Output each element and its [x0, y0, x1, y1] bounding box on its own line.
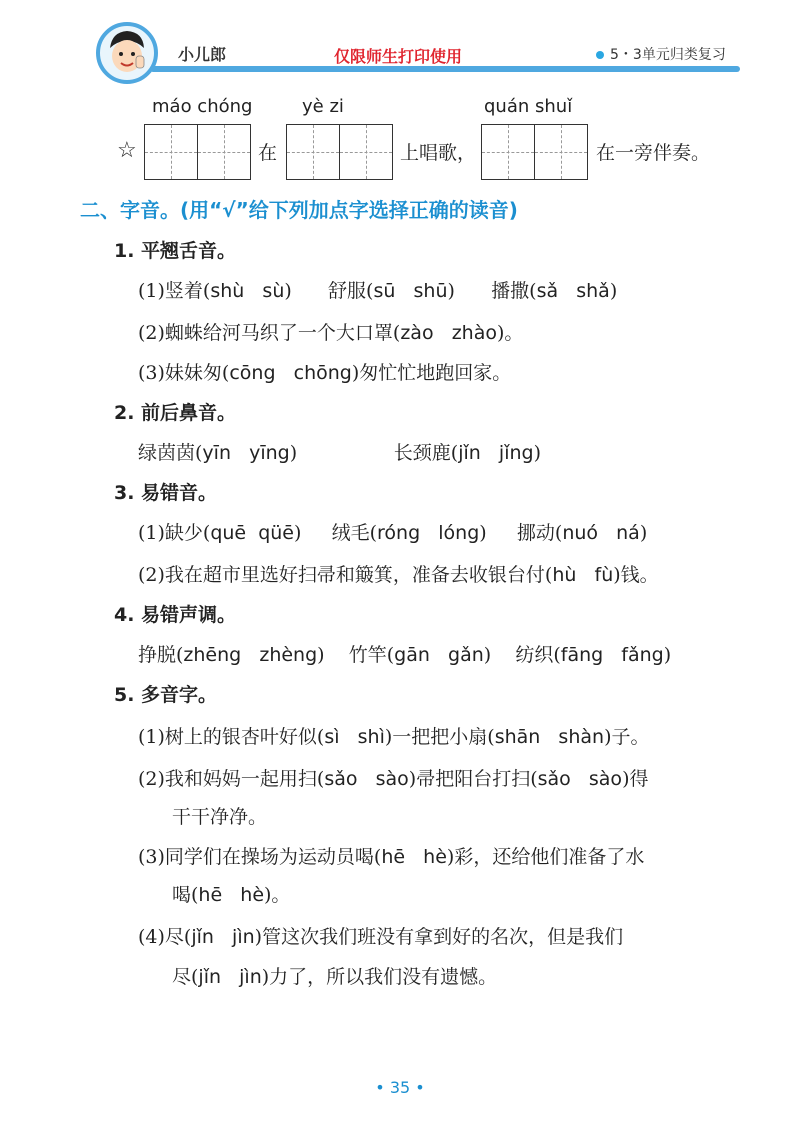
- part-3-title: 3. 易错音。: [114, 482, 218, 504]
- reading-options: yīn yīng: [202, 442, 290, 464]
- reading-options: gān gǎn: [394, 644, 484, 666]
- answer-grid-1[interactable]: [144, 124, 251, 180]
- part-3-line-1: (1)缺少(quē qüē) 绒毛(róng lóng) 挪动(nuó ná): [138, 522, 648, 544]
- reading-options: sū shū: [373, 280, 448, 302]
- answer-grid-3[interactable]: [481, 124, 588, 180]
- reading-options: sì shì: [324, 726, 385, 748]
- reading-options: cōng chōng: [229, 362, 352, 384]
- reading-options: shān shàn: [494, 726, 605, 748]
- part-2-title: 2. 前后鼻音。: [114, 402, 237, 424]
- unit-title: [596, 44, 726, 64]
- part-4-title: 4. 易错声调。: [114, 604, 237, 626]
- brand-name: 小儿郎: [178, 45, 227, 64]
- fill-text-1: 在: [258, 142, 278, 164]
- reading-options: sǎ shǎ: [536, 280, 610, 302]
- bullet-icon: [596, 51, 604, 59]
- page-number: • 35 •: [375, 1078, 425, 1097]
- part-5-line-3: (3)同学们在操场为运动员喝(hē hè)彩，还给他们准备了水: [138, 846, 645, 868]
- reading-options: fāng fǎng: [560, 644, 664, 666]
- print-notice: 仅限师生打印使用: [334, 47, 463, 66]
- boy-mascot-icon: [96, 22, 158, 84]
- part-5-line-4b: 尽(jǐn jìn)力了，所以我们没有遗憾。: [172, 966, 498, 988]
- fill-text-3: 在一旁伴奏。: [596, 142, 711, 164]
- pinyin-3: quán shuǐ: [484, 96, 573, 117]
- section-heading: 二、字音。(用“√”给下列加点字选择正确的读音): [80, 198, 518, 222]
- reading-options: jǐn jìn: [191, 926, 255, 948]
- reading-options: hē hè: [381, 846, 447, 868]
- fill-text-2: 上唱歌，: [400, 142, 477, 164]
- part-5-line-1: (1)树上的银杏叶好似(sì shì)一把把小扇(shān shàn)子。: [138, 726, 650, 748]
- reading-options: hē hè: [198, 884, 265, 906]
- reading-options: jǐn jìn: [198, 966, 262, 988]
- part-5-line-2b: 干干净净。: [172, 806, 268, 828]
- part-1-line-1: (1)竖着(shù sù) 舒服(sū shū) 播撒(sǎ shǎ): [138, 280, 618, 302]
- reading-options: shù sù: [210, 280, 285, 302]
- part-2-line-1: 绿茵茵(yīn yīng) 长颈鹿(jǐn jǐng): [138, 442, 542, 464]
- page-header: [0, 0, 800, 90]
- part-4-line-1: 挣脱(zhēng zhèng) 竹竿(gān gǎn) 纺织(fāng fǎng): [138, 644, 672, 666]
- part-1-line-3: (3)妹妹匆(cōng chōng)匆忙忙地跑回家。: [138, 362, 512, 384]
- reading-options: hù fù: [552, 564, 614, 586]
- reading-options: zhēng zhèng: [183, 644, 318, 666]
- reading-options: nuó ná: [562, 522, 640, 544]
- reading-options: sǎo sào: [537, 768, 623, 790]
- reading-options: sǎo sào: [324, 768, 409, 790]
- part-5-line-4: (4)尽(jǐn jìn)管这次我们班没有拿到好的名次，但是我们: [138, 926, 624, 948]
- part-1-title: 1. 平翘舌音。: [114, 240, 237, 262]
- reading-options: quē qüē: [210, 522, 294, 544]
- reading-options: zào zhào: [400, 322, 497, 344]
- star-icon: ☆: [117, 138, 137, 163]
- unit-title-text: 5・3单元归类复习: [610, 47, 726, 63]
- part-5-line-2: (2)我和妈妈一起用扫(sǎo sào)帚把阳台打扫(sǎo sào)得: [138, 768, 649, 790]
- part-5-title: 5. 多音字。: [114, 684, 218, 706]
- reading-options: jǐn jǐng: [458, 442, 534, 464]
- pinyin-2: yè zi: [302, 96, 344, 117]
- part-5-line-3b: 喝(hē hè)。: [172, 884, 291, 906]
- reading-options: róng lóng: [377, 522, 480, 544]
- part-1-line-2: (2)蜘蛛给河马织了一个大口罩(zào zhào)。: [138, 322, 524, 344]
- part-3-line-2: (2)我在超市里选好扫帚和簸箕，准备去收银台付(hù fù)钱。: [138, 564, 659, 586]
- pinyin-1: máo chóng: [152, 96, 253, 117]
- answer-grid-2[interactable]: [286, 124, 393, 180]
